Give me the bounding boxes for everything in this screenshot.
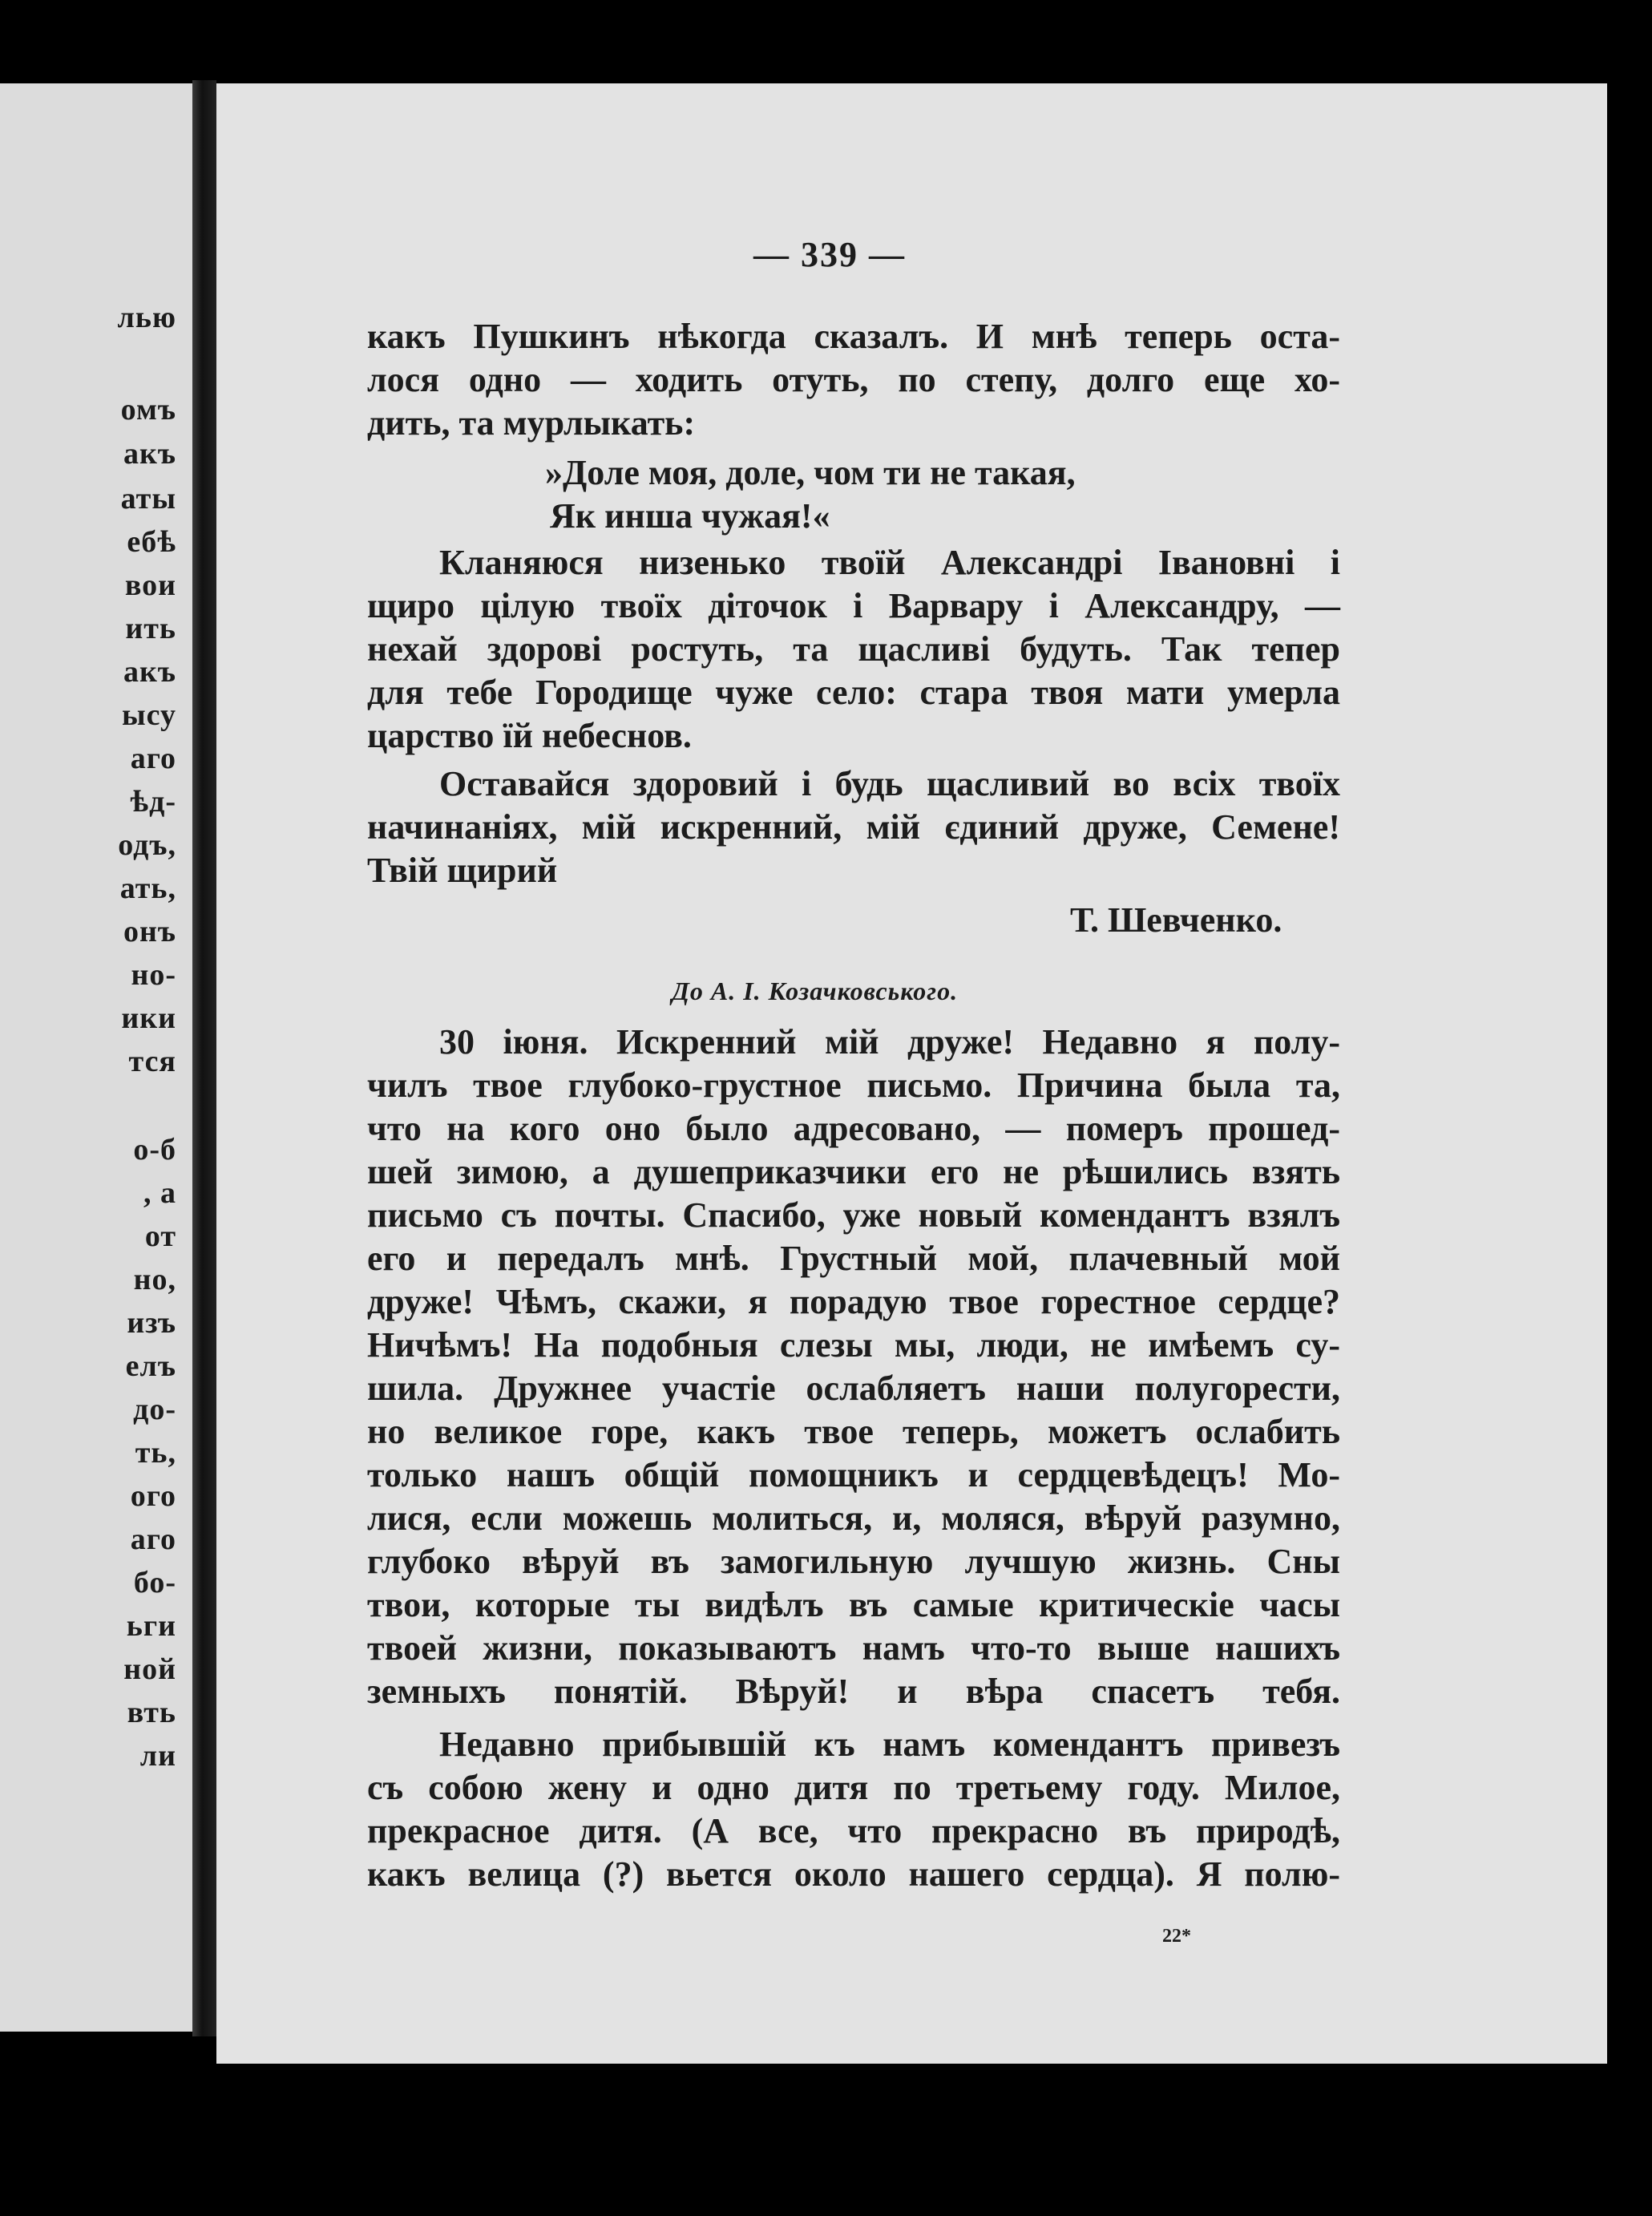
text-line: какъ Пушкинъ нѣкогда сказалъ. И мнѣ теперь оста- <box>367 317 1340 356</box>
left-fragment: вть <box>127 1696 176 1729</box>
text-line: его и передалъ мнѣ. Грустный мой, плачевный мой <box>367 1239 1340 1278</box>
text-line: шила. Дружнее участіе ослабляетъ наши полугорести, <box>367 1369 1340 1408</box>
left-fragment: акъ <box>123 437 176 471</box>
text-line: лося одно — ходить отуть, по степу, долго еще хо- <box>367 360 1340 399</box>
text-line: нехай здорові ростуть, та щасливі будуть. Так тепер <box>367 629 1340 669</box>
signature: Т. Шевченко. <box>1070 900 1282 940</box>
text-line: Ничѣмъ! На подобныя слезы мы, люди, не имѣемъ су- <box>367 1325 1340 1365</box>
left-fragment: ысу <box>121 698 176 732</box>
left-fragment: аго <box>130 1522 176 1556</box>
left-fragment: ать, <box>119 871 176 905</box>
text-line: Оставайся здоровий і будь щасливий во всіх твоїх <box>439 764 1340 803</box>
text-line: лися, если можешь молиться, и, моляся, вѣруй разумно, <box>367 1498 1340 1538</box>
left-fragment: ѣд- <box>130 785 176 819</box>
folio-signature: 22* <box>1162 1926 1191 1947</box>
text-line: прекрасное дитя. (А все, что прекрасно въ природѣ, <box>367 1811 1340 1850</box>
text-line: дить, та мурлыкать: <box>367 403 696 443</box>
book-gutter <box>192 80 216 2036</box>
text-line: твоей жизни, показываютъ намъ что-то выше нашихъ <box>367 1628 1340 1668</box>
text-line: глубоко вѣруй въ замогильную лучшую жизнь. Сны <box>367 1542 1340 1581</box>
text-line: съ собою жену и одно дитя по третьему году. Милое, <box>367 1768 1340 1807</box>
text-line: Твій щирий <box>367 851 558 890</box>
text-line: шей зимою, а душеприказчики его не рѣшились взять <box>367 1152 1340 1191</box>
left-page-edge <box>0 83 192 2032</box>
text-line: чилъ твое глубоко-грустное письмо. Причина была та, <box>367 1066 1340 1105</box>
left-fragment: бо- <box>133 1566 176 1599</box>
left-fragment: ьги <box>126 1609 176 1643</box>
left-fragment: ики <box>121 1001 176 1035</box>
left-fragment: от <box>144 1219 176 1253</box>
text-line: но великое горе, какъ твое теперь, можетъ ослабить <box>367 1412 1340 1451</box>
text-line: только нашъ общій помощникъ и сердцевѣдецъ! Мо- <box>367 1455 1340 1494</box>
poem-line: Як инша чужая!« <box>550 496 830 536</box>
left-fragment: омъ <box>120 393 176 427</box>
text-line: земныхъ понятій. Вѣруй! и вѣра спасетъ тебя. <box>367 1672 1340 1711</box>
text-line: друже! Чѣмъ, скажи, я порадую твое горестное сердце? <box>367 1282 1340 1321</box>
left-fragment: , а <box>143 1176 176 1210</box>
left-fragment: ебѣ <box>127 525 176 559</box>
text-line: 30 іюня. Искренний мій друже! Недавно я полу- <box>439 1022 1340 1061</box>
text-line: Недавно прибывшій къ намъ комендантъ привезъ <box>439 1725 1340 1764</box>
text-line: для тебе Городище чуже село: стара твоя мати умерла <box>367 673 1340 712</box>
left-fragment: онъ <box>123 915 176 948</box>
text-line: какъ велица (?) вьется около нашего сердца). Я полю- <box>367 1854 1340 1894</box>
page-number: — 339 — <box>753 235 906 274</box>
left-fragment: ить <box>125 612 176 645</box>
text-line: что на кого оно было адресовано, — померъ прошед- <box>367 1109 1340 1148</box>
left-fragment: о-б <box>133 1133 176 1167</box>
left-fragment: одъ, <box>118 828 176 862</box>
left-fragment: акъ <box>123 655 176 689</box>
text-line: царство їй небеснов. <box>367 716 692 755</box>
left-fragment: но, <box>133 1263 176 1296</box>
text-line: щиро цілую твоїх діточок і Варвару і Александру, — <box>367 586 1340 625</box>
left-fragment: елъ <box>125 1349 176 1383</box>
text-line: начинаніях, мій искренний, мій єдиний друже, Семене! <box>367 807 1340 847</box>
left-fragment: изъ <box>127 1306 176 1340</box>
letter-heading: До А. І. Козачковського. <box>672 977 959 1005</box>
left-fragment: ли <box>139 1739 176 1773</box>
left-fragment: ной <box>123 1652 176 1686</box>
left-fragment: аты <box>120 482 176 516</box>
text-line: твои, которые ты видѣлъ въ самые критическіе часы <box>367 1585 1340 1624</box>
text-line: письмо съ почты. Спасибо, уже новый комендантъ взялъ <box>367 1195 1340 1235</box>
left-fragment: аго <box>130 742 176 775</box>
left-fragment: лью <box>117 301 176 334</box>
left-fragment: тся <box>128 1045 176 1078</box>
poem-line: »Доле моя, доле, чом ти не такая, <box>545 453 1076 492</box>
left-fragment: вои <box>124 568 176 602</box>
left-fragment: ть, <box>135 1436 176 1470</box>
left-fragment: до- <box>133 1393 176 1426</box>
text-line: Кланяюся низенько твоїй Александрі Івановні і <box>439 543 1340 582</box>
left-fragment: но- <box>131 958 176 992</box>
left-fragment: ого <box>130 1479 176 1513</box>
